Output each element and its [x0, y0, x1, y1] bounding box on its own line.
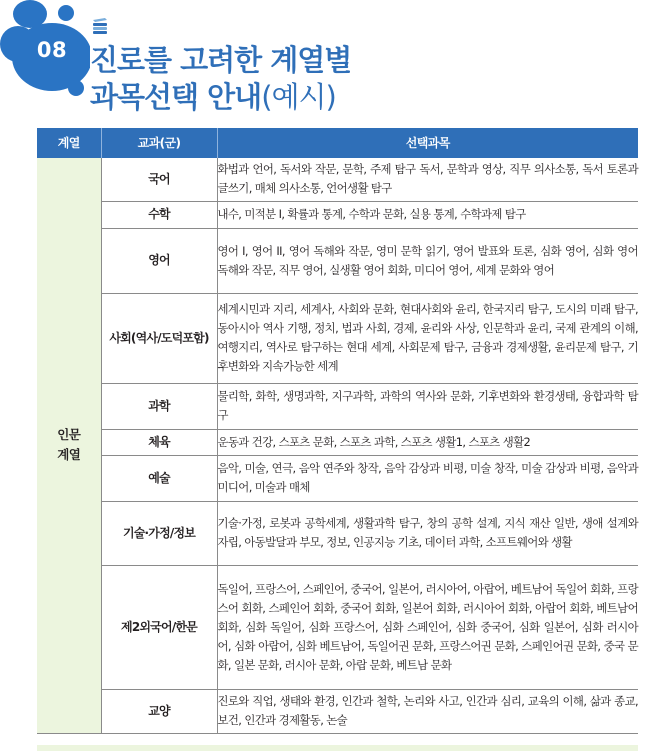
subject-cell: 교양 — [101, 689, 217, 733]
book-stack-icon — [90, 16, 110, 36]
table-row — [37, 293, 638, 383]
table-row — [37, 429, 638, 455]
page-title-example-note: (예시) — [261, 80, 336, 114]
track-label-text: 인문 계열 — [57, 427, 81, 463]
courses-cell: 음악, 미술, 연극, 음악 연주와 창작, 음악 감상과 비평, 미술 창작, 미술 감상과 비평, 음악과 미디어, 미술과 매체 — [217, 455, 638, 501]
table-row — [37, 501, 638, 565]
table-row — [37, 228, 638, 293]
courses-cell: 화법과 언어, 독서와 작문, 문학, 주제 탐구 독서, 문학과 영상, 직무 의사소통, 독서 토론과 글쓰기, 매체 의사소통, 언어생활 탐구 — [217, 158, 638, 201]
table-row — [37, 201, 638, 228]
subject-cell: 국어 — [101, 158, 217, 201]
page-title-line1: 진로를 고려한 계열별 — [90, 43, 352, 77]
subject-cell: 체육 — [101, 429, 217, 455]
course-selection-table — [37, 128, 638, 734]
courses-cell: 진로와 직업, 생태와 환경, 인간과 철학, 논리와 사고, 인간과 심리, 교육의 이해, 삶과 종교, 보건, 인간과 경제활동, 논술 — [217, 689, 638, 733]
subject-cell: 예술 — [101, 455, 217, 501]
page-title-main: 과목선택 안내 — [90, 80, 262, 114]
track-label-humanities — [37, 158, 101, 733]
table-row — [37, 689, 638, 733]
subject-cell: 제2외국어/한문 — [101, 565, 217, 689]
courses-cell: 물리학, 화학, 생명과학, 지구과학, 과학의 역사와 문화, 기후변화와 환경생태, 융합과학 탐구 — [217, 383, 638, 429]
page-title-line2 — [90, 75, 336, 116]
courses-cell: 영어 I, 영어 II, 영어 독해와 작문, 영미 문학 읽기, 영어 발표와 토론, 심화 영어, 심화 영어 독해와 작문, 직무 영어, 실생활 영어 회화, 미디어 영어, 세계 문화와 영어 — [217, 228, 638, 293]
column-header-track: 계열 — [37, 128, 101, 158]
table-row — [37, 565, 638, 689]
subject-cell: 영어 — [101, 228, 217, 293]
courses-cell: 세계시민과 지리, 세계사, 사회와 문화, 현대사회와 윤리, 한국지리 탐구, 도시의 미래 탐구, 동아시아 역사 기행, 정치, 법과 사회, 경제, 윤리와 사상, 인문학과 윤리, 국제 관계의 이해, 여행지리, 역사로 탐구하는 현대 세계, 사회문제 탐구, 금융과 경제생활, 윤리문제 탐구, 기후변화와 지속가능한 세계 — [217, 293, 638, 383]
table-continuation-strip — [37, 745, 638, 751]
subject-cell: 수학 — [101, 201, 217, 228]
table-row — [37, 455, 638, 501]
courses-cell: 운동과 건강, 스포츠 문화, 스포츠 과학, 스포츠 생활1, 스포츠 생활2 — [217, 429, 638, 455]
column-header-subject-group: 교과(군) — [101, 128, 217, 158]
table-row — [37, 158, 638, 201]
table-row — [37, 383, 638, 429]
section-number-badge: 08 — [36, 38, 68, 62]
subject-cell: 과학 — [101, 383, 217, 429]
courses-cell: 내수, 미적분 I, 확률과 통계, 수학과 문화, 실용 통계, 수학과제 탐구 — [217, 201, 638, 228]
subject-cell: 사회(역사/도덕포함) — [101, 293, 217, 383]
courses-cell: 기술·가정, 로봇과 공학세계, 생활과학 탐구, 창의 공학 설계, 지식 재산 일반, 생애 설계와 자립, 아동발달과 부모, 정보, 인공지능 기초, 데이터 과학, 소프트웨어와 생활 — [217, 501, 638, 565]
page-header — [0, 0, 645, 128]
table-header-row — [37, 128, 638, 158]
courses-cell: 독일어, 프랑스어, 스페인어, 중국어, 일본어, 러시아어, 아랍어, 베트남어 독일어 회화, 프랑스어 회화, 스페인어 회화, 중국어 회화, 일본어 회화, 러시아어 회화, 아랍어 회화, 베트남어 회화, 심화 독일어, 심화 프랑스어, 심화 스페인어, 심화 중국어, 심화 일본어, 심화 러시아어, 심화 아랍어, 심화 베트남어, 독일어권 문화, 프랑스어권 문화, 스페인어권 문화, 중국 문화, 일본 문화, 러시아 문화, 아랍 문화, 베트남 문화 — [217, 565, 638, 689]
subject-cell: 기술·가정/정보 — [101, 501, 217, 565]
column-header-elective-courses: 선택과목 — [217, 128, 638, 158]
